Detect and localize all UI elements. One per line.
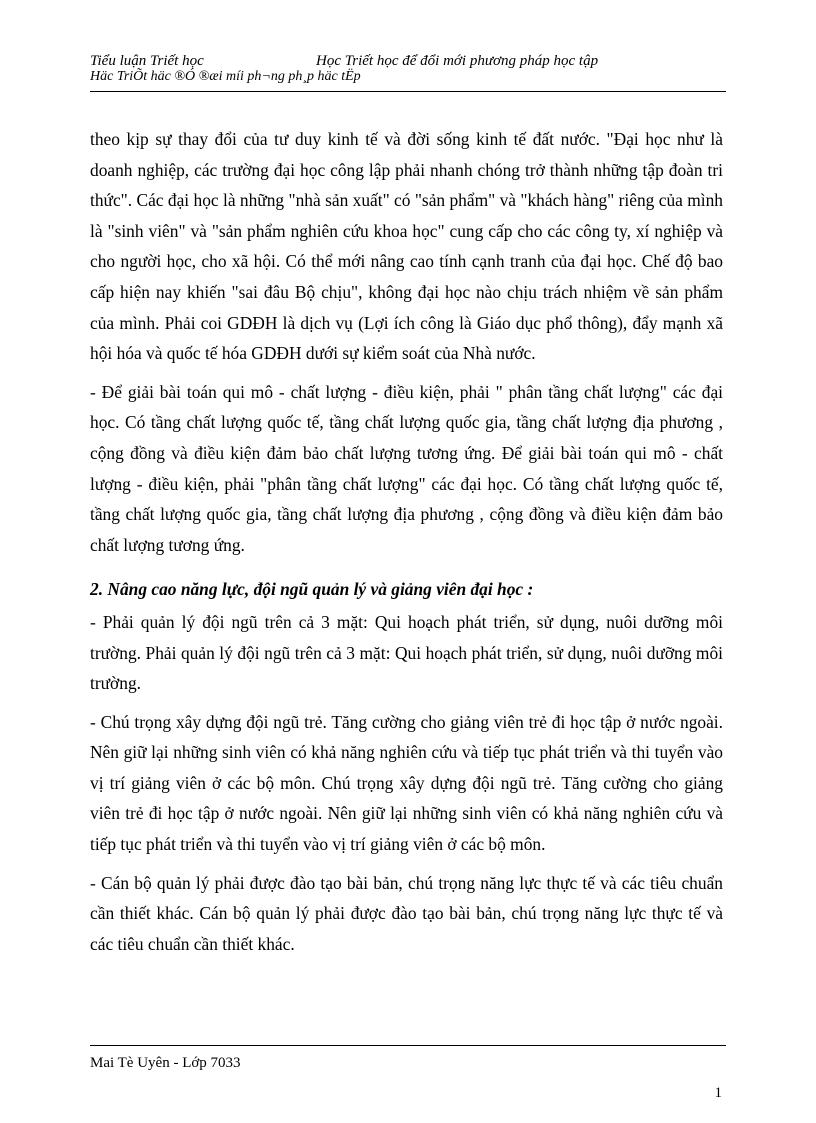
document-body: [90, 124, 723, 959]
paragraph: - Chú trọng xây dựng đội ngũ trẻ. Tăng cường cho giảng viên trẻ đi học tập ở nước ngoài. Nên giữ lại những sinh viên có khả năng nghiên cứu và tiếp tục phát triển và thi tuyển vào vị trí giảng viên ở các bộ môn. Chú trọng xây dựng đội ngũ trẻ. Tăng cường cho giảng viên trẻ đi học tập ở nước ngoài. Nên giữ lại những sinh viên có khả năng nghiên cứu và tiếp tục phát triển và thi tuyển vào vị trí giảng viên ở các bộ môn.: [90, 711, 723, 855]
paragraph: - Để giải bài toán qui mô - chất lượng - điều kiện, phải " phân tầng chất lượng" các đại học. Có tầng chất lượng quốc tế, tầng chất lượng quốc gia, tầng chất lượng địa phương , cộng đồng và điều kiện đảm bảo chất lượng tương ứng. Để giải bài toán qui mô - chất lượng - điều kiện, phải "phân tầng chất lượng" các đại học. Có tầng chất lượng quốc tế, tầng chất lượng quốc gia, tầng chất lượng địa phương , cộng đồng và điều kiện đảm bảo chất lượng tương ứng.: [90, 381, 723, 555]
footer-divider: [90, 1045, 726, 1046]
header-left-title: Tiểu luận Triết học: [90, 53, 204, 69]
paragraph: - Cán bộ quản lý phải được đào tạo bài bản, chú trọng năng lực thực tế và các tiêu chuẩn cần thiết khác. Cán bộ quản lý phải được đào tạo bài bản, chú trọng năng lực thực tế và các tiêu chuẩn cần thiết khác.: [90, 872, 723, 954]
section-heading: 2. Nâng cao năng lực, đội ngũ quản lý và giảng viên đại học :: [90, 579, 534, 600]
paragraph: theo kịp sự thay đổi của tư duy kinh tế và đời sống kinh tế đất nước. "Đại học như là doanh nghiệp, các trường đại học công lập phải nhanh chóng trở thành những tập đoàn tri thức". Các đại học là những "nhà sản xuất" có "sản phẩm" và "khách hàng" riêng của mình là "sinh viên" và "sản phẩm nghiên cứu khoa học" cung cấp cho các công ty, xí nghiệp và cho người học, cho xã hội. Có thể mới nâng cao tính cạnh tranh của đại học. Chế độ bao cấp hiện nay khiến "sai đâu Bộ chịu", không đại học nào chịu trách nhiệm về sản phẩm của mình. Phải coi GDĐH là dịch vụ (Lợi ích công là Giáo dục phổ thông), đẩy mạnh xã hội hóa và quốc tế hóa GDĐH dưới sự kiểm soát của Nhà nước.: [90, 129, 723, 364]
page-number: 1: [714, 1085, 722, 1101]
page-header: [90, 52, 726, 85]
header-garbled-subtitle: Häc TriÕt häc ®Ó ®æi míi ph¬ng ph¸p häc tËp: [90, 69, 361, 84]
footer-author: Mai Tè Uyên - Lớp 7033: [90, 1055, 241, 1071]
header-divider: [90, 91, 726, 92]
header-right-title: Học Triết học để đổi mới phương pháp học tập: [316, 53, 599, 69]
paragraph: - Phải quản lý đội ngũ trên cả 3 mặt: Qui hoạch phát triển, sử dụng, nuôi dưỡng môi trường. Phải quản lý đội ngũ trên cả 3 mặt: Qui hoạch phát triển, sử dụng, nuôi dưỡng môi trường.: [90, 611, 723, 694]
